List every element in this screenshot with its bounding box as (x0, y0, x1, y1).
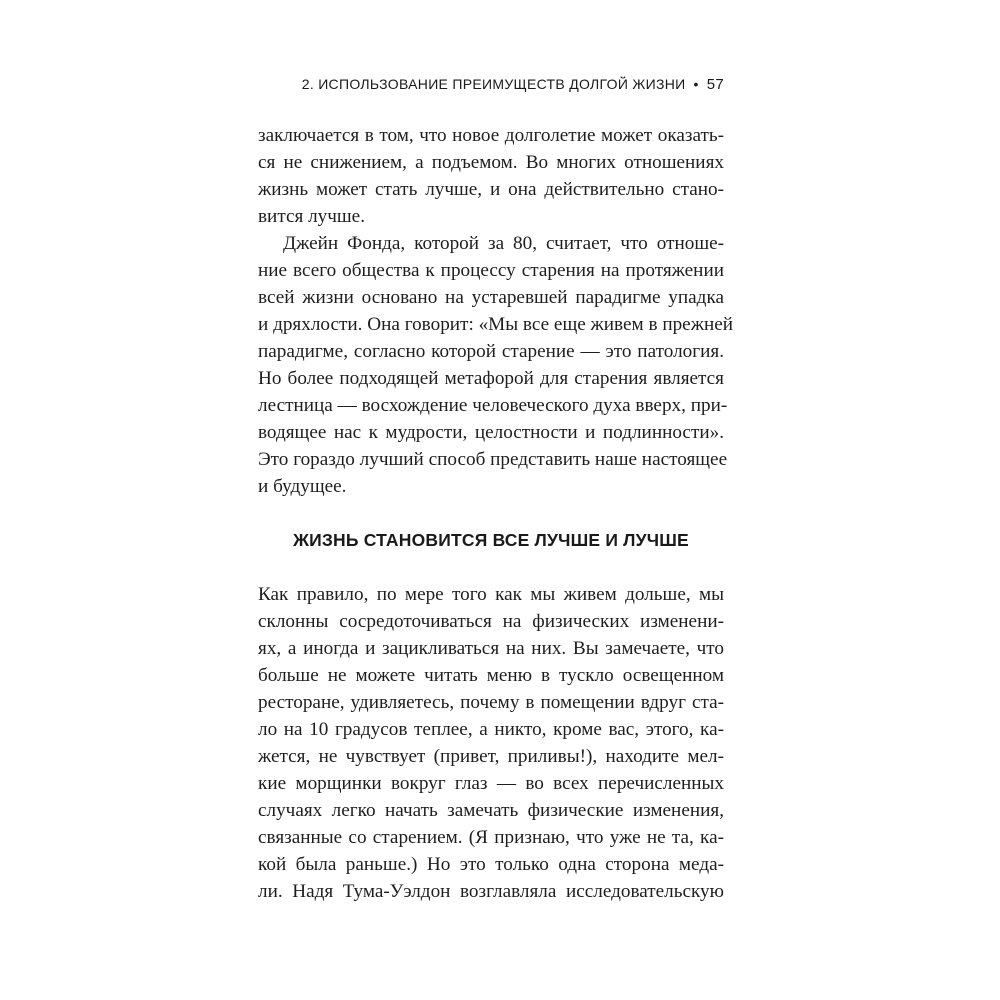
text-line: Но более подходящей метафорой для старения является (258, 368, 724, 389)
text-line: связанные со старением. (Я признаю, что уже не та, ка- (258, 827, 724, 848)
text-line: Это гораздо лучший способ представить наше настоящее (258, 449, 728, 470)
text-line: кой была раньше.) Но это только одна сторона меда- (258, 854, 724, 875)
text-line: ся не снижением, а подъемом. Во многих отношениях (258, 152, 724, 173)
text-line: и дряхлости. Она говорит: «Мы все еще живем в прежней (258, 314, 734, 335)
text-line: склонны сосредоточиваться на физических изменени- (258, 611, 724, 632)
text-line: жется, не чувствует (привет, приливы!), находите мел- (258, 746, 724, 767)
text-line: Джейн Фонда, которой за 80, считает, что отноше- (283, 233, 724, 254)
text-line: ресторане, удивляетесь, почему в помещении вдруг ста- (258, 692, 724, 713)
running-head-bullet: • (693, 76, 699, 92)
text-line: всей жизни основано на устаревшей парадигме упадка (258, 287, 724, 308)
text-line: Как правило, по мере того как мы живем дольше, мы (258, 584, 724, 605)
text-line: парадигме, согласно которой старение — это патология. (258, 341, 724, 362)
text-line: и будущее. (258, 476, 347, 497)
text-line: лестница — восхождение человеческого духа вверх, при- (258, 395, 728, 416)
body-text-block-1 (258, 122, 734, 500)
text-line: вится лучше. (258, 206, 365, 227)
page-number: 57 (706, 76, 724, 93)
text-line: случаях легко начать замечать физические изменения, (258, 800, 724, 821)
running-head (258, 76, 724, 93)
body-text-block-2 (258, 581, 724, 905)
text-line: ли. Надя Тума-Уэлдон возглавляла исследовательскую (258, 881, 724, 902)
text-line: водящее нас к мудрости, целостности и подлинности». (258, 422, 724, 443)
text-line: кие морщинки вокруг глаз — во всех перечисленных (258, 773, 724, 794)
text-line: жизнь может стать лучше, и она действительно стано- (258, 179, 724, 200)
text-line: заключается в том, что новое долголетие может оказать- (258, 125, 724, 146)
text-line: ло на 10 градусов теплее, а никто, кроме вас, этого, ка- (258, 719, 724, 740)
text-line: ние всего общества к процессу старения на протяжении (258, 260, 724, 281)
section-heading: ЖИЗНЬ СТАНОВИТСЯ ВСЕ ЛУЧШЕ И ЛУЧШЕ (293, 530, 689, 550)
text-line: ях, а иногда и зацикливаться на них. Вы замечаете, что (258, 638, 724, 659)
text-line: больше не можете читать меню в тускло освещенном (258, 665, 724, 686)
chapter-title: 2. ИСПОЛЬЗОВАНИЕ ПРЕИМУЩЕСТВ ДОЛГОЙ ЖИЗНИ (301, 76, 686, 92)
